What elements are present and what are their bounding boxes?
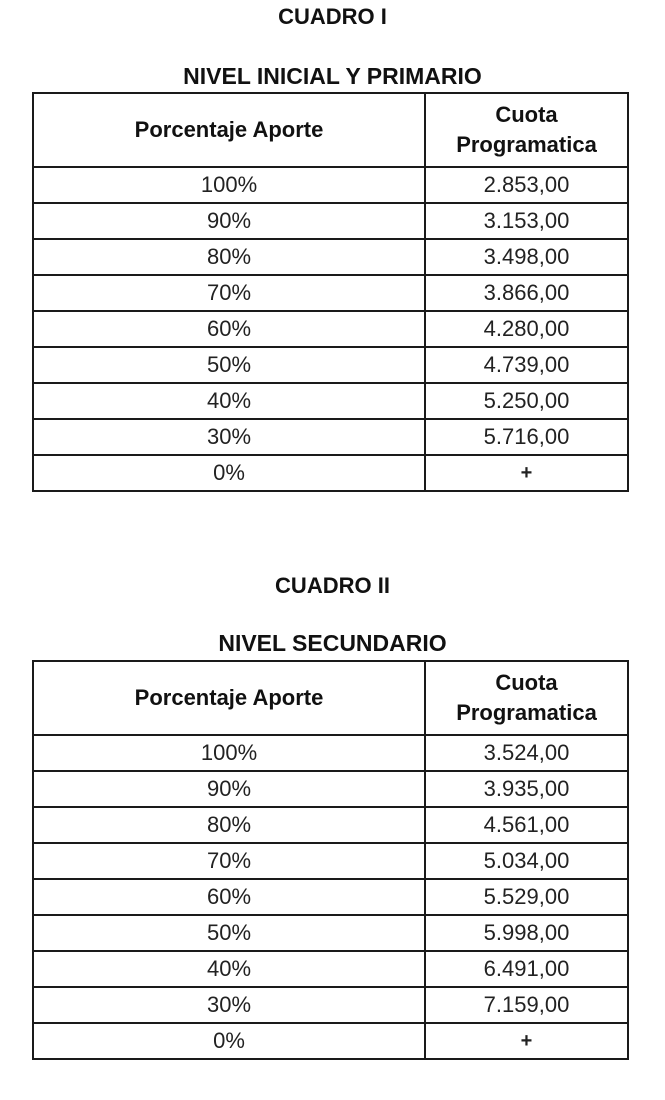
percentage-cell: 70% — [33, 275, 425, 311]
table-2-title: CUADRO II — [275, 573, 390, 598]
quota-cell: 5.034,00 — [425, 843, 628, 879]
table-row — [33, 807, 628, 843]
quota-cell: 5.998,00 — [425, 915, 628, 951]
quota-cell: + — [425, 455, 628, 491]
percentage-cell: 70% — [33, 843, 425, 879]
quota-cell: 4.739,00 — [425, 347, 628, 383]
percentage-cell: 60% — [33, 311, 425, 347]
quota-cell: 3.498,00 — [425, 239, 628, 275]
table-row — [33, 879, 628, 915]
table-1-subtitle: NIVEL INICIAL Y PRIMARIO — [183, 63, 482, 89]
quota-cell: 5.529,00 — [425, 879, 628, 915]
percentage-cell: 40% — [33, 951, 425, 987]
quota-cell: 3.935,00 — [425, 771, 628, 807]
quota-cell: 3.153,00 — [425, 203, 628, 239]
percentage-cell: 30% — [33, 987, 425, 1023]
header-porcentaje-aporte: Porcentaje Aporte — [33, 93, 425, 167]
percentage-cell: 0% — [33, 1023, 425, 1059]
table-row — [33, 383, 628, 419]
percentage-cell: 50% — [33, 915, 425, 951]
table-row — [33, 203, 628, 239]
table-row — [33, 951, 628, 987]
table-1-title: CUADRO I — [278, 4, 387, 29]
quota-cell: 4.280,00 — [425, 311, 628, 347]
percentage-cell: 80% — [33, 239, 425, 275]
table-1-header-row — [33, 93, 628, 167]
header-cuota-programatica-text: Cuota Programatica — [456, 102, 597, 157]
header-cuota-programatica — [425, 93, 628, 167]
percentage-cell: 90% — [33, 771, 425, 807]
percentage-cell: 50% — [33, 347, 425, 383]
table-row — [33, 1023, 628, 1059]
percentage-cell: 40% — [33, 383, 425, 419]
table-row — [33, 419, 628, 455]
table-row — [33, 347, 628, 383]
table-2-nivel-secundario — [32, 660, 629, 1060]
percentage-cell: 0% — [33, 455, 425, 491]
table-row — [33, 311, 628, 347]
percentage-cell: 80% — [33, 807, 425, 843]
table-row — [33, 455, 628, 491]
table-row — [33, 239, 628, 275]
header-cuota-programatica — [425, 661, 628, 735]
table-2-header-row — [33, 661, 628, 735]
table-2-subtitle: NIVEL SECUNDARIO — [218, 630, 447, 656]
quota-cell: 5.716,00 — [425, 419, 628, 455]
table-row — [33, 771, 628, 807]
table-row — [33, 915, 628, 951]
header-porcentaje-aporte: Porcentaje Aporte — [33, 661, 425, 735]
quota-cell: 3.866,00 — [425, 275, 628, 311]
table-row — [33, 735, 628, 771]
table-row — [33, 987, 628, 1023]
percentage-cell: 100% — [33, 735, 425, 771]
percentage-cell: 100% — [33, 167, 425, 203]
table-row — [33, 275, 628, 311]
quota-cell: 7.159,00 — [425, 987, 628, 1023]
quota-cell: 4.561,00 — [425, 807, 628, 843]
quota-cell: 6.491,00 — [425, 951, 628, 987]
quota-cell: 2.853,00 — [425, 167, 628, 203]
table-row — [33, 843, 628, 879]
percentage-cell: 90% — [33, 203, 425, 239]
percentage-cell: 30% — [33, 419, 425, 455]
table-row — [33, 167, 628, 203]
table-1-nivel-inicial-primario — [32, 92, 629, 492]
header-cuota-programatica-text: Cuota Programatica — [456, 670, 597, 725]
quota-cell: + — [425, 1023, 628, 1059]
percentage-cell: 60% — [33, 879, 425, 915]
quota-cell: 5.250,00 — [425, 383, 628, 419]
quota-cell: 3.524,00 — [425, 735, 628, 771]
